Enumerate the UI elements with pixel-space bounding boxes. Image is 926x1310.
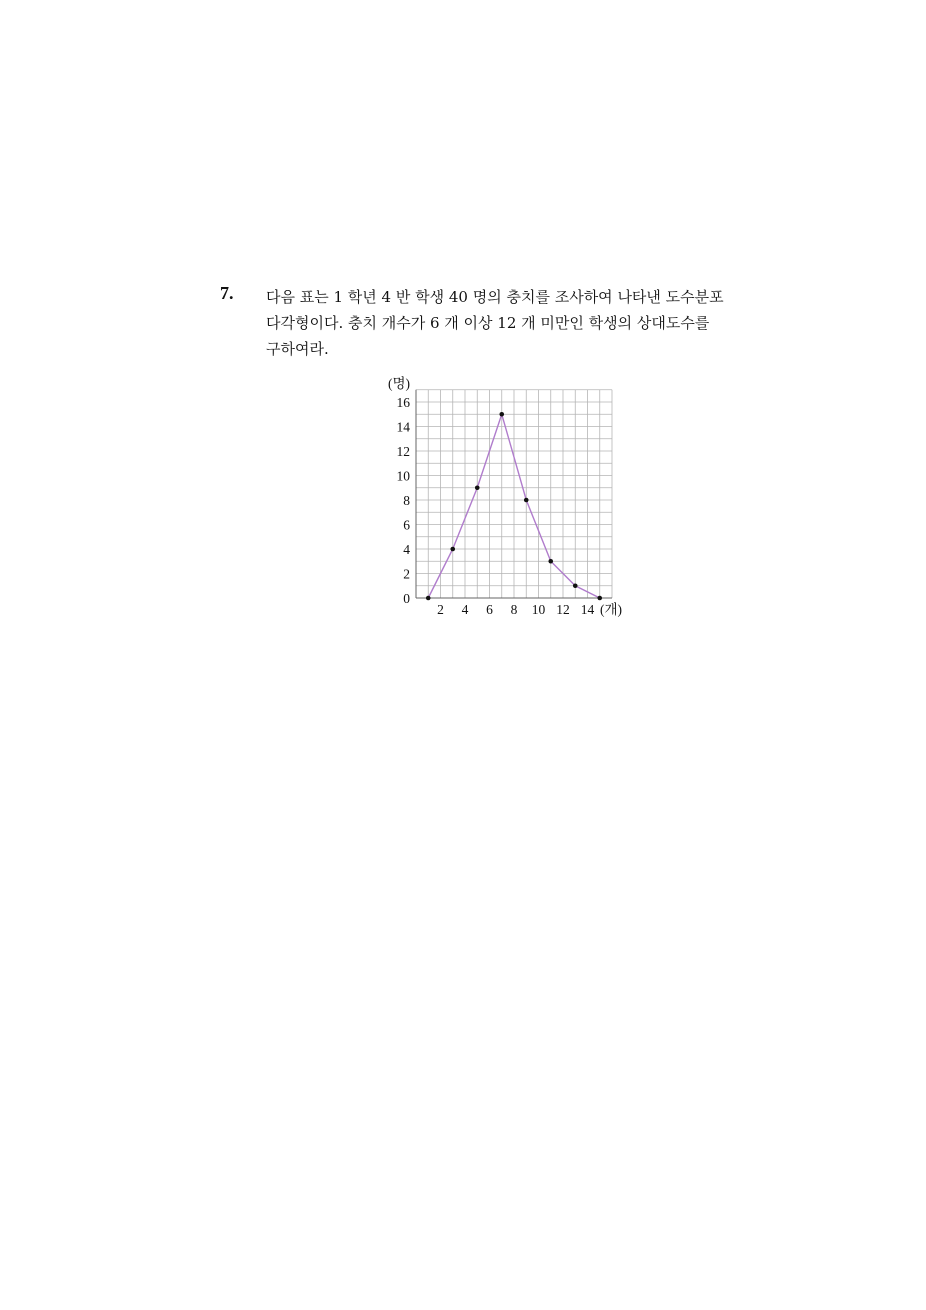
chart-grid [416,390,612,598]
data-point [475,485,480,490]
x-axis-label: (개) [600,602,623,617]
question-line: 다음 표는 1 학년 4 반 학생 40 명의 충치를 조사하여 나타낸 도수분포 [266,288,724,306]
y-tick-label: 0 [403,591,410,606]
y-tick-label: 16 [396,395,410,410]
x-tick-label: 4 [461,602,469,617]
frequency-polygon-chart [380,372,640,622]
data-point [597,596,602,601]
x-tick-label: 2 [437,602,444,617]
data-point [524,498,529,503]
x-tick-label: 14 [580,602,595,617]
y-axis-label: (명) [387,375,410,391]
x-tick-label: 12 [556,602,570,617]
data-point [426,596,431,601]
question-line: 다각형이다. 충치 개수가 6 개 이상 12 개 미만인 학생의 상대도수를 [266,314,710,332]
y-tick-label: 10 [396,468,410,484]
y-tick-label: 4 [403,542,410,557]
y-tick-label: 14 [396,419,410,435]
y-tick-label: 2 [403,566,410,582]
x-tick-label: 10 [531,602,546,617]
x-tick-label: 8 [510,602,518,617]
data-point [548,559,553,564]
chart-tick-labels [397,395,595,617]
y-tick-label: 6 [403,517,410,533]
data-point [573,583,578,588]
data-point [499,412,504,417]
y-tick-label: 12 [396,444,410,459]
question-text [266,284,766,362]
question-number: 7. [220,283,234,303]
question-line: 구하여라. [266,340,329,358]
y-tick-label: 8 [403,493,410,508]
data-point [450,547,455,552]
x-tick-label: 6 [486,602,493,617]
